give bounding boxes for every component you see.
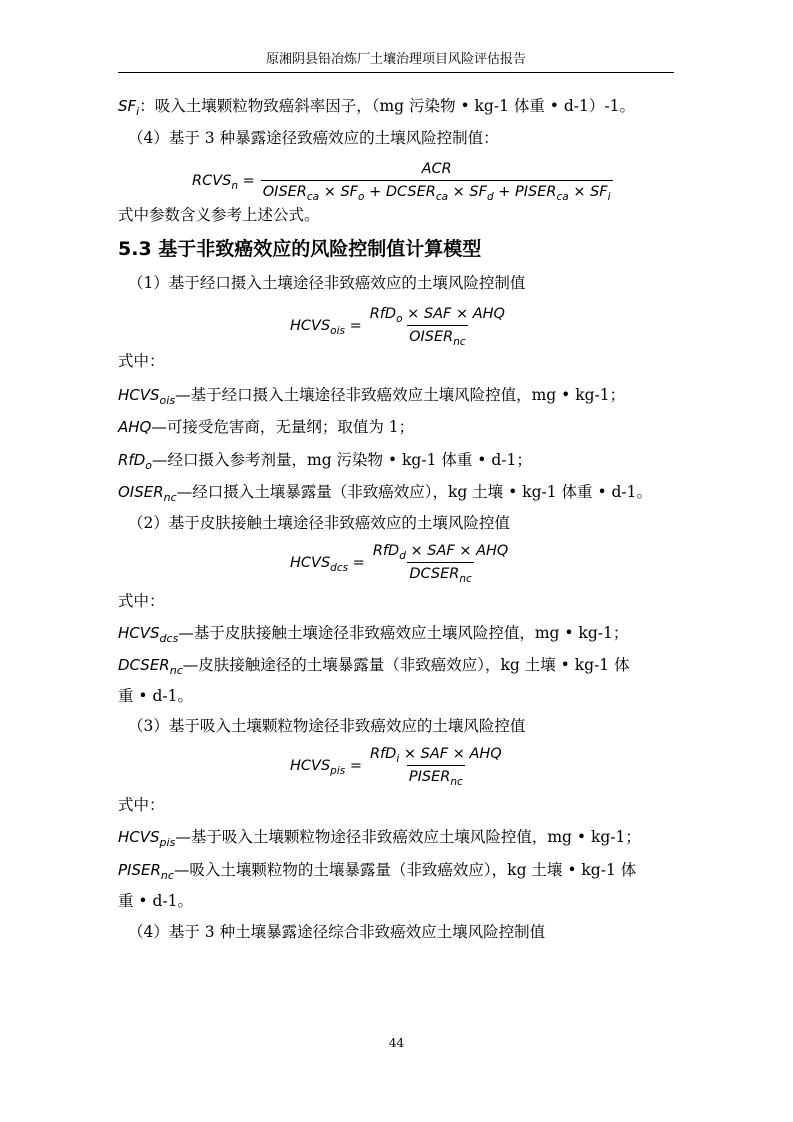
formula-rcvs-fraction [261, 160, 613, 201]
formula-dcs-lhs: $HCVS_{dcs}$ = [290, 554, 365, 574]
sfi-text: ：吸入土壤颗粒物致癌斜率因子，（mg 污染物 • kg-1 体重 • d-1）-1。 [139, 97, 635, 115]
dermal-def-hcvs: $HCVS_{dcs}—$基于皮肤接触土壤途径非致癌效应土壤风险控值，mg • kg-1； [118, 624, 629, 645]
inhal-def-piser-cont: 重 • d-1。 [118, 892, 194, 910]
oral-where: 式中： [118, 352, 165, 370]
dermal-def-dcser-cont: 重 • d-1。 [118, 687, 194, 705]
header-title: 原湘阴县铅冶炼厂土壤治理项目风险评估报告 [265, 52, 526, 67]
item4-title: （4）基于 3 种暴露途径致癌效应的土壤风险控制值： [128, 129, 499, 147]
page-number: 44 [388, 1036, 405, 1050]
formula-ois-denominator: $OISER_{nc}$ [407, 325, 468, 346]
dermal-where: 式中： [118, 592, 165, 610]
inhal-def-hcvs: $HCVS_{pis}—$基于吸入土壤颗粒物途径非致癌效应土壤风险控值，mg • kg-1； [118, 828, 641, 849]
inhal-title: （3）基于吸入土壤颗粒物途径非致癌效应的土壤风险控值 [128, 717, 526, 735]
formula-hcvs-ois [290, 305, 507, 346]
param-note: 式中参数含义参考上述公式。 [118, 206, 320, 224]
oral-def-ahq: AHQ—可接受危害商，无量纲；取值为 1； [118, 418, 415, 436]
formula-pis-lhs: $HCVS_{pis}$ = [290, 757, 362, 777]
oral-def-hcvs: $HCVS_{ois}—$基于经口摄入土壤途径非致癌效应土壤风险控值，mg • kg-1； [118, 386, 626, 407]
formula-dcs-numerator: RfD$_d$ × SAF × AHQ [372, 543, 509, 562]
formula-hcvs-dcs [290, 542, 510, 583]
formula-rcvs-lhs: $RCVS_n$ = [192, 172, 255, 192]
formula-ois-fraction [368, 305, 507, 346]
inhal-def-piser: $PISER_{nc}—$吸入土壤颗粒物的土壤暴露量（非致癌效应），kg 土壤 • kg-1 体 [118, 861, 637, 882]
oral-def-oiser: $OISER_{nc}—$经口摄入土壤暴露量（非致癌效应），kg 土壤 • kg-1 体重 • d-1。 [118, 483, 653, 504]
dermal-title: （2）基于皮肤接触土壤途径非致癌效应的土壤风险控值 [128, 514, 510, 532]
formula-hcvs-pis [290, 745, 504, 786]
formula-rcvs-numerator: ACR [421, 161, 452, 177]
page-header [118, 50, 674, 73]
formula-dcs-fraction [371, 542, 510, 583]
oral-title: （1）基于经口摄入土壤途径非致癌效应的土壤风险控制值 [128, 274, 526, 292]
formula-rcvs-denominator: $OISER_{ca} \times SF_o$ + $DCSER_{ca} \times SF_d$ + $PISER_{ca} \times SF_i$ [261, 180, 613, 201]
sfi-definition [118, 95, 635, 117]
item4b-title: （4）基于 3 种土壤暴露途径综合非致癌效应土壤风险控制值 [128, 923, 546, 941]
formula-dcs-denominator: $DCSER_{nc}$ [407, 562, 473, 583]
formula-rcvs [192, 160, 613, 201]
formula-pis-numerator: RfD$_i$ × SAF × AHQ [369, 746, 502, 765]
sfi-symbol: $SF_i$ [118, 97, 140, 118]
dermal-def-dcser: $DCSER_{nc}—$皮肤接触途径的土壤暴露量（非致癌效应），kg 土壤 • kg-1 体 [118, 656, 630, 677]
oral-def-rfd: RfD$_o$—经口摄入参考剂量，mg 污染物 • kg-1 体重 • d-1； [118, 451, 532, 472]
formula-pis-fraction [368, 745, 504, 786]
formula-ois-numerator: RfD$_o$ × SAF × AHQ [369, 306, 505, 325]
inhal-where: 式中： [118, 796, 165, 814]
formula-ois-lhs: $HCVS_{ois}$ = [290, 317, 362, 337]
section-heading: 5.3 基于非致癌效应的风险控制值计算模型 [118, 238, 482, 260]
formula-pis-denominator: $PISER_{nc}$ [407, 765, 465, 786]
